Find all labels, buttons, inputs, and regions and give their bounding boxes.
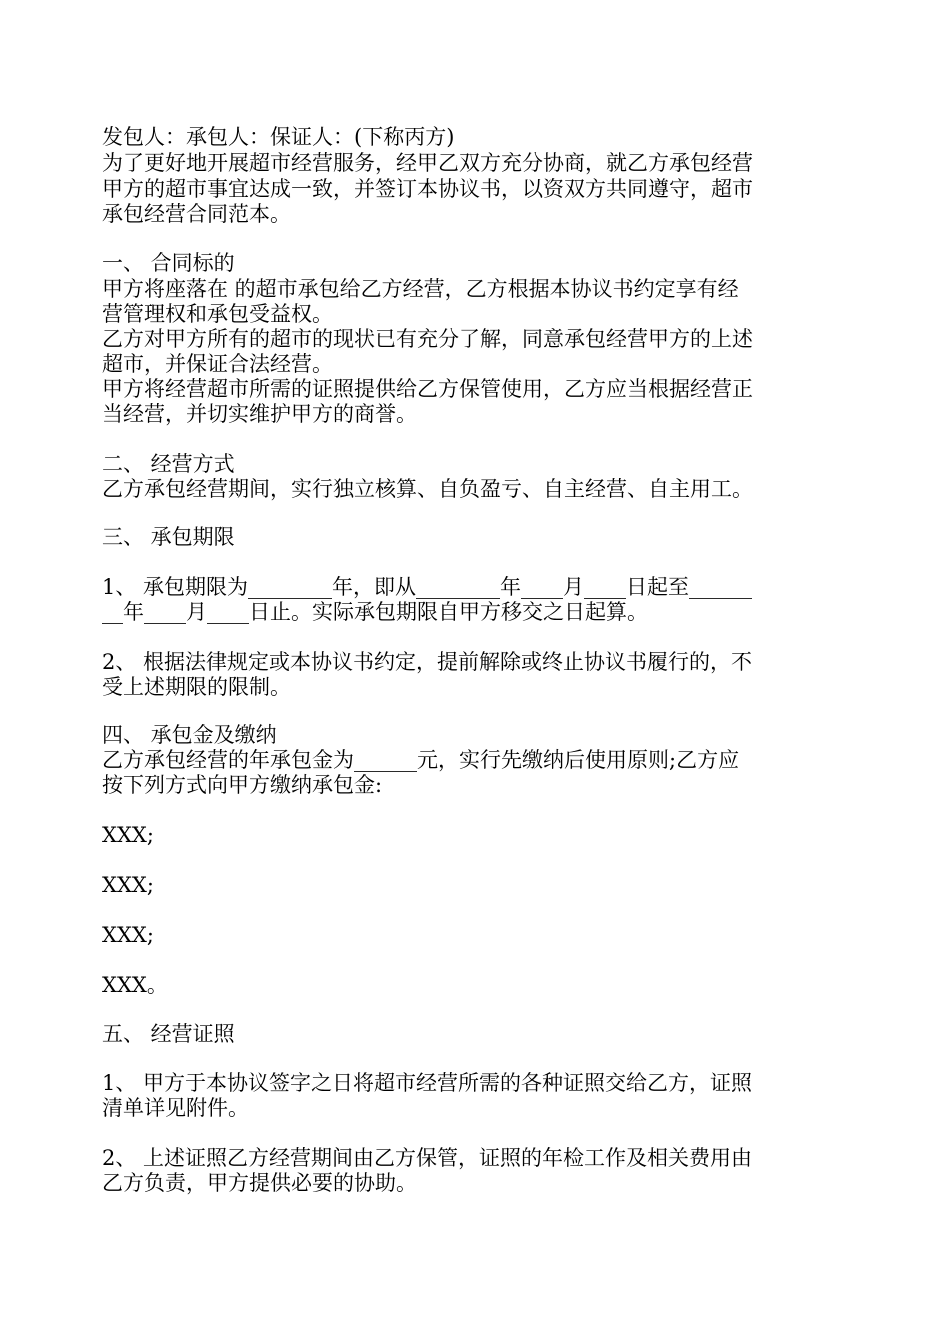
section-heading: 三、 承包期限 [102,525,235,549]
list-item: XXX。 [102,973,168,997]
section-heading: 二、 经营方式 [102,452,235,476]
text-line: 乙方负责，甲方提供必要的协助。 [102,1171,417,1195]
list-item: XXX; [102,823,154,847]
text-line: 发包人：承包人：保证人：(下称丙方) [102,125,455,149]
text-line: 1、 承包期限为________年，即从________年____月____日起至______ [102,575,753,599]
text-line: 受上述期限的限制。 [102,675,291,699]
text-line: 甲方的超市事宜达成一致，并签订本协议书，以资双方共同遵守，超市 [102,177,753,201]
text-line: 甲方将经营超市所需的证照提供给乙方保管使用，乙方应当根据经营正 [102,377,753,401]
text-line: 乙方承包经营的年承包金为______元，实行先缴纳后使用原则;乙方应 [102,748,740,772]
list-item: XXX; [102,923,154,947]
text-line: 1、 甲方于本协议签字之日将超市经营所需的各种证照交给乙方，证照 [102,1071,753,1095]
text-line: 乙方对甲方所有的超市的现状已有充分了解，同意承包经营甲方的上述 [102,327,753,351]
text-line: 甲方将座落在 的超市承包给乙方经营，乙方根据本协议书约定享有经 [102,277,739,301]
text-line: 为了更好地开展超市经营服务，经甲乙双方充分协商，就乙方承包经营 [102,151,753,175]
section-heading: 五、 经营证照 [102,1022,235,1046]
section-heading: 一、 合同标的 [102,251,235,275]
text-line: 乙方承包经营期间，实行独立核算、自负盈亏、自主经营、自主用工。 [102,477,753,501]
text-line: 超市，并保证合法经营。 [102,352,333,376]
text-line: 2、 根据法律规定或本协议书约定，提前解除或终止协议书履行的，不 [102,650,753,674]
section-heading: 四、 承包金及缴纳 [102,723,277,747]
text-line: __年____月____日止。实际承包期限自甲方移交之日起算。 [102,600,648,624]
text-line: 清单详见附件。 [102,1096,249,1120]
text-line: 2、 上述证照乙方经营期间由乙方保管，证照的年检工作及相关费用由 [102,1146,753,1170]
text-line: 当经营，并切实维护甲方的商誉。 [102,402,417,426]
text-line: 按下列方式向甲方缴纳承包金: [102,773,383,797]
text-line: 营管理权和承包受益权。 [102,302,333,326]
list-item: XXX; [102,873,154,897]
text-line: 承包经营合同范本。 [102,202,291,226]
